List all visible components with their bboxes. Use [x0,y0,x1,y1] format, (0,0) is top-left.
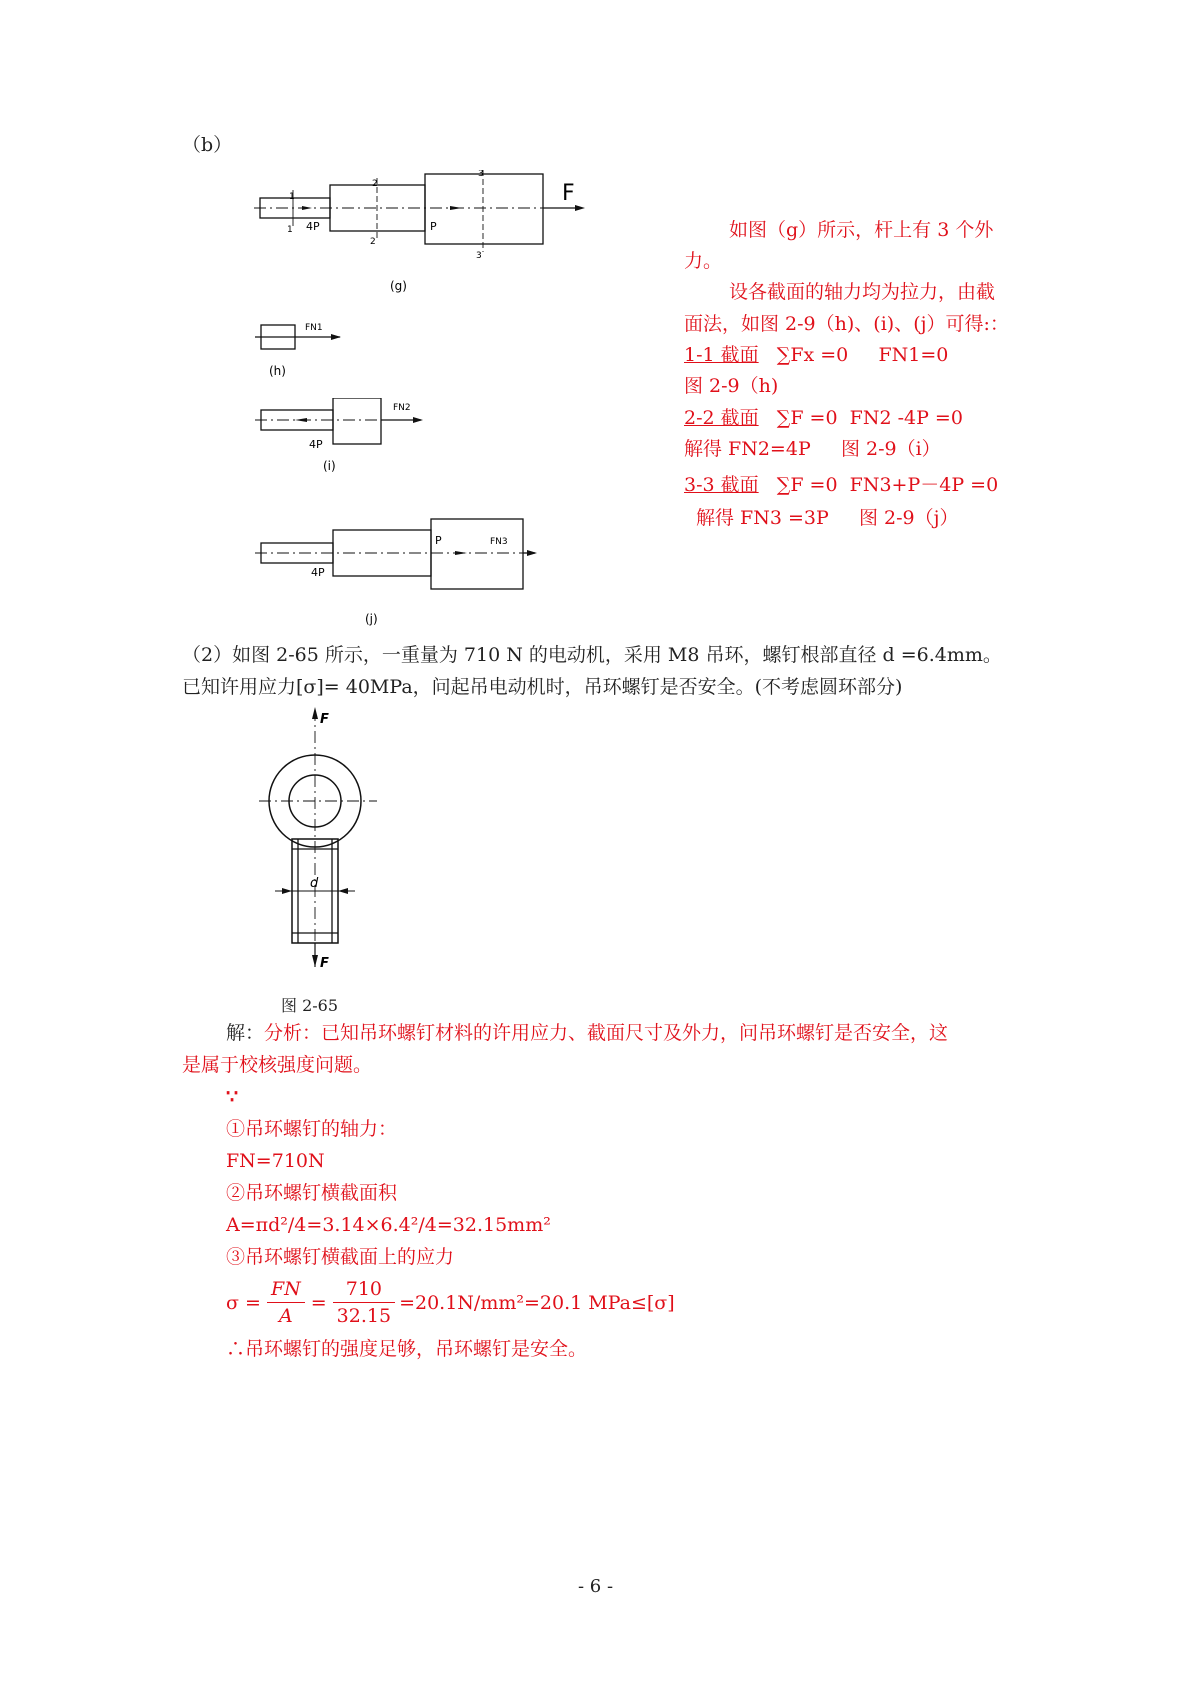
page-number: - 6 - [578,1576,614,1597]
section-2-result: FN2 -4P =0 [849,407,963,429]
fraction-1-numerator: FN [267,1276,305,1303]
section-2-solution-row [684,434,941,465]
force-f-bottom: F [320,956,329,971]
figure-g [250,170,590,300]
problem-line-1: （2）如图 2-65 所示，一重量为 710 N 的电动机，采用 M8 吊环，螺钉根部直径 d =6.4mm。 [182,644,1002,666]
section-3-row [684,470,998,501]
section-3-solution-row [696,503,959,534]
section-3-fig: 图 2-9（j） [858,507,959,529]
conclusion: ∴吊环螺钉的强度足够，吊环螺钉是安全。 [226,1338,588,1360]
because-symbol: ∵ [226,1086,239,1108]
fn3-label: FN3 [490,537,508,547]
sec1-label-b: 1 [287,225,293,235]
solution-analysis: 分析：已知吊环螺钉材料的许用应力、截面尺寸及外力，问吊环螺钉是否安全，这 [264,1022,949,1044]
fraction-2-numerator: 710 [333,1276,395,1303]
figure-j [255,517,545,627]
right-line-2: 力。 [684,250,723,272]
area-formula: A=πd²/4=3.14×6.4²/4=32.15mm² [226,1214,551,1236]
step-2: ②吊环螺钉横截面积 [226,1182,398,1204]
section-3-eq: ∑F =0 [776,474,838,496]
section-1-fig: 图 2-9（h) [684,375,779,397]
solution-prefix: 解： [226,1022,265,1044]
fraction-fn-over-a [267,1276,305,1329]
force-f-top: F [320,712,329,727]
section-2-fig: 图 2-9（i） [840,438,941,460]
figure-i [255,398,435,483]
section-2-solution: 解得 FN2=4P [684,438,811,460]
load-4p-j: 4P [311,566,325,579]
fraction-2-denominator: 32.15 [336,1305,392,1327]
caption-g: (g) [390,279,407,293]
sec1-label: 1 [289,192,295,202]
caption-j: (j) [365,612,378,626]
section-2-row [684,403,963,434]
solution-line-2: 是属于校核强度问题。 [182,1054,373,1076]
fraction-1-denominator: A [278,1305,293,1327]
load-4p-i: 4P [309,438,323,451]
load-p: P [430,220,437,233]
sec3-label: 3 [478,170,484,179]
fn2-label: FN2 [393,403,411,413]
caption-h: (h) [269,364,286,378]
figure-2-65 [255,705,395,975]
section-1-label: 1-1 截面 [684,344,759,366]
solution-line-1 [226,1018,948,1049]
step-3: ③吊环螺钉横截面上的应力 [226,1246,455,1268]
fn1-label: FN1 [305,323,323,333]
section-3-result: FN3+P－4P =0 [849,474,999,496]
section-3-solution: 解得 FN3 =3P [696,507,829,529]
section-2-label: 2-2 截面 [684,407,759,429]
section-2-eq: ∑F =0 [776,407,838,429]
sec2-label-b: 2 [370,237,376,247]
load-p-j: P [435,534,442,547]
section-3-label: 3-3 截面 [684,474,759,496]
load-f: F [562,181,575,206]
sigma-symbol: σ = [226,1291,261,1314]
sec3-label-b: 3 [476,251,482,261]
section-1-result: FN1=0 [878,344,949,366]
step-1: ①吊环螺钉的轴力： [226,1118,398,1140]
right-line-1: 如图（g）所示，杆上有 3 个外 [729,219,994,241]
load-4p: 4P [306,220,320,233]
diameter-d: d [310,876,319,891]
right-line-3: 设各截面的轴力均为拉力，由截 [729,281,996,303]
section-1-eq: ∑Fx =0 [776,344,849,366]
caption-i: (i) [323,459,336,473]
figure-h [255,315,365,385]
right-line-4: 面法，如图 2-9（h)、(i)、(j）可得:： [684,313,1009,335]
part-label: （b） [182,134,233,156]
problem-line-2: 已知许用应力[σ]= 40MPa，问起吊电动机时，吊环螺钉是否安全。(不考虑圆环部分) [182,676,903,698]
sec2-label: 2 [372,179,378,189]
section-1-row [684,340,948,371]
fraction-710-over-area [333,1276,395,1329]
axial-force: FN=710N [226,1150,325,1172]
stress-formula [226,1276,675,1329]
figure-2-65-caption: 图 2-65 [281,996,339,1015]
equals-sign: = [310,1291,327,1314]
stress-result: =20.1N/mm²=20.1 MPa≤[σ] [399,1291,675,1314]
